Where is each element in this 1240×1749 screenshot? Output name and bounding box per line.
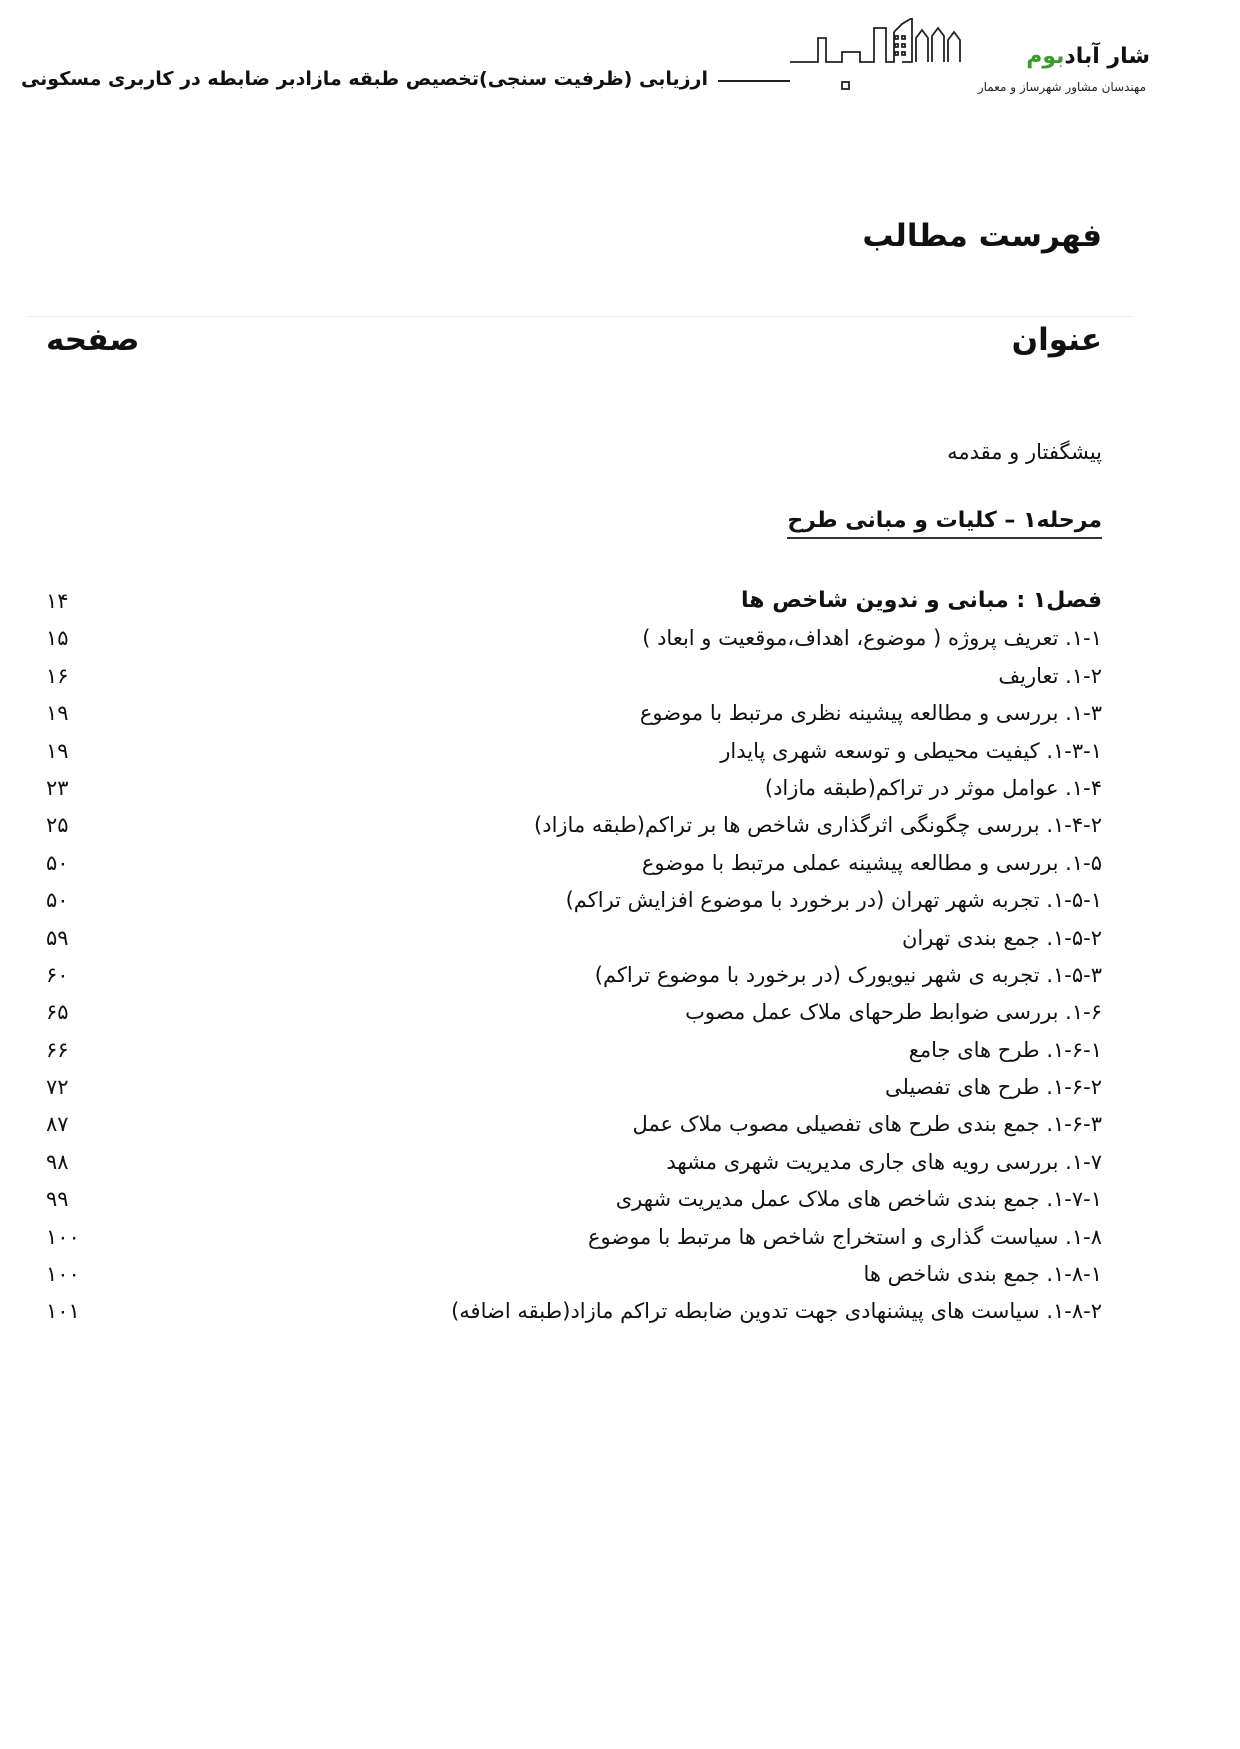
toc-entry-title: ۱-۶. بررسی ضوابط طرحهای ملاک عمل مصوب: [685, 1000, 1102, 1025]
logo-brand-name: [1026, 44, 1150, 69]
toc-entry-page: ۱۹: [46, 738, 69, 763]
toc-list: [0, 585, 1240, 1333]
toc-entry-page: ۱۰۰: [46, 1224, 80, 1249]
toc-entry-page: ۸۷: [46, 1112, 69, 1137]
toc-entry-page: ۵۰: [46, 888, 69, 913]
toc-row: [0, 1071, 1240, 1108]
toc-entry-title: ۱-۵. بررسی و مطالعه پیشینه عملی مرتبط با موضوع: [641, 850, 1102, 875]
toc-entry-page: ۱۰۰: [46, 1262, 80, 1287]
toc-entry-page: ۱۹: [46, 701, 69, 726]
toc-row: [0, 585, 1240, 622]
toc-column-title-header: عنوان: [1011, 322, 1102, 358]
toc-row: [0, 735, 1240, 772]
toc-row: [0, 1034, 1240, 1071]
toc-entry-title: ۱-۷. بررسی رویه های جاری مدیریت شهری مشهد: [666, 1149, 1102, 1174]
toc-entry-title: ۱-۶-۲. طرح های تفصیلی: [885, 1075, 1102, 1100]
toc-entry-title: ۱-۳-۱. کیفیت محیطی و توسعه شهری پایدار: [720, 738, 1102, 763]
toc-entry-title: ۱-۶-۱. طرح های جامع: [908, 1037, 1102, 1062]
toc-entry-page: ۹۹: [46, 1187, 69, 1212]
logo-brand-part1: شار آباد: [1064, 44, 1150, 69]
toc-entry-title: ۱-۸-۱. جمع بندی شاخص ها: [863, 1262, 1102, 1287]
toc-entry-title: ۱-۶-۳. جمع بندی طرح های تفصیلی مصوب ملاک عمل: [632, 1112, 1102, 1137]
toc-title: فهرست مطالب: [862, 218, 1102, 254]
toc-row: [0, 1183, 1240, 1220]
toc-row: [0, 922, 1240, 959]
toc-entry-page: ۷۲: [46, 1075, 69, 1100]
toc-entry-title: ۱-۷-۱. جمع بندی شاخص های ملاک عمل مدیریت شهری: [615, 1187, 1102, 1212]
logo-brand-part2: بوم: [1026, 44, 1065, 69]
toc-entry-title: ۱-۸. سیاست گذاری و استخراج شاخص ها مرتبط با موضوع: [588, 1224, 1102, 1249]
toc-row: [0, 622, 1240, 659]
toc-entry-page: ۱۴: [46, 589, 69, 613]
company-logo: [790, 18, 1150, 104]
toc-entry-title: ۱-۲. تعاریف: [998, 663, 1102, 688]
toc-row: [0, 959, 1240, 996]
toc-row: [0, 1221, 1240, 1258]
toc-entry-title: ۱-۵-۲. جمع بندی تهران: [901, 925, 1102, 950]
toc-entry-title: ۱-۸-۲. سیاست های پیشنهادی جهت تدوین ضابطه تراکم مازاد(طبقه اضافه): [451, 1299, 1102, 1324]
toc-row: [0, 697, 1240, 734]
toc-entry-page: ۶۶: [46, 1037, 69, 1062]
toc-row: [0, 996, 1240, 1033]
toc-entry-title: ۱-۱. تعریف پروژه ( موضوع، اهداف،موقعیت و ابعاد ): [642, 626, 1102, 651]
logo-subtitle: مهندسان مشاور شهرساز و معمار: [977, 80, 1146, 94]
toc-column-page-header: صفحه: [46, 322, 140, 358]
toc-preface-entry: پیشگفتار و مقدمه: [947, 440, 1102, 464]
toc-entry-page: ۱۵: [46, 626, 69, 651]
toc-row: [0, 1295, 1240, 1332]
toc-stage-heading: مرحله۱ – کلیات و مبانی طرح: [787, 508, 1102, 539]
toc-entry-page: ۹۸: [46, 1149, 69, 1174]
toc-entry-title: ۱-۴. عوامل موثر در تراکم(طبقه مازاد): [764, 775, 1102, 800]
toc-row: [0, 1108, 1240, 1145]
toc-entry-page: ۵۰: [46, 850, 69, 875]
toc-entry-page: ۱۶: [46, 663, 69, 688]
toc-entry-page: ۶۵: [46, 1000, 69, 1025]
header-rule: [718, 80, 790, 82]
toc-entry-title: فصل۱ : مبانی و ندوین شاخص ها: [741, 588, 1102, 613]
toc-entry-title: ۱-۵-۳. تجربه ی شهر نیویورک (در برخورد با موضوع تراکم): [594, 962, 1102, 987]
toc-entry-page: ۲۵: [46, 813, 69, 838]
document-header-title: ارزیابی (ظرفیت سنجی)تخصیص طبقه مازادبر ضابطه در کاربری مسکونی: [20, 68, 708, 90]
toc-entry-page: ۶۰: [46, 962, 69, 987]
toc-row: [0, 660, 1240, 697]
toc-entry-page: ۵۹: [46, 925, 69, 950]
toc-row: [0, 884, 1240, 921]
heading-divider: [28, 316, 1132, 317]
toc-row: [0, 809, 1240, 846]
toc-row: [0, 847, 1240, 884]
toc-row: [0, 772, 1240, 809]
toc-entry-title: ۱-۵-۱. تجربه شهر تهران (در برخورد با موضوع افزایش تراکم): [565, 888, 1102, 913]
toc-entry-page: ۱۰۱: [46, 1299, 80, 1324]
toc-entry-title: ۱-۴-۲. بررسی چگونگی اثرگذاری شاخص ها بر تراکم(طبقه مازاد): [534, 813, 1102, 838]
toc-entry-title: ۱-۳. بررسی و مطالعه پیشینه نظری مرتبط با موضوع: [639, 701, 1102, 726]
toc-row: [0, 1146, 1240, 1183]
toc-row: [0, 1258, 1240, 1295]
toc-entry-page: ۲۳: [46, 775, 69, 800]
